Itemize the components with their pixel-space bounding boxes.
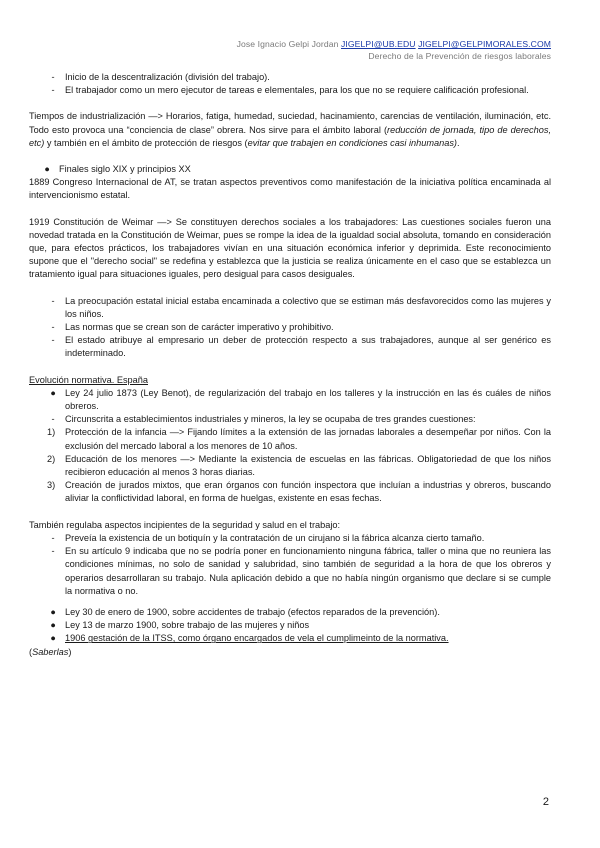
dash-marker: - <box>51 322 55 333</box>
list-item: - Las normas que se crean son de carácter imperativo y prohibitivo. <box>29 321 551 334</box>
document-body <box>29 71 551 659</box>
list-item: 2) Educación de los menores —> Mediante la existencia de escuelas en las fábricas. Obligatoriedad de que los niños recibieron educación al menos 3 horas diarias. <box>47 453 551 478</box>
dash-marker: - <box>51 335 55 346</box>
bullet-marker: ● <box>50 387 56 398</box>
header-email-link-1[interactable]: JIGELPI@UB.EDU <box>341 39 416 49</box>
dash-marker: - <box>51 532 55 543</box>
bullet-list-leyes <box>29 606 551 646</box>
bullet-marker: ● <box>44 164 50 175</box>
list-item: ● Ley 13 de marzo 1900, sobre trabajo de las mujeres y niños <box>29 619 551 632</box>
numbered-list-cuestiones <box>29 426 551 505</box>
page-number: 2 <box>542 796 549 808</box>
list-item: - El estado atribuye al empresario un deber de protección respecto a sus trabajadores, aunque al ser genérico es indeterminado. <box>29 334 551 360</box>
bullet-marker: ● <box>50 620 56 631</box>
header-author-line <box>237 38 551 50</box>
list-item: ● Ley 24 julio 1873 (Ley Benot), de regularización del trabajo en los talleres y la instrucción en las és cuáles de niños obreros. <box>29 387 551 413</box>
dash-marker: - <box>51 546 55 557</box>
dash-list-seguridad <box>29 532 551 598</box>
bullet-finales-siglo <box>29 163 551 176</box>
paragraph-1889: 1889 Congreso Internacional de AT, se tratan aspectos preventivos como manifestación de la iniciativa política encaminada al intervencionismo estatal. <box>29 177 551 201</box>
page-header <box>237 38 551 62</box>
paragraph-tambien: También regulaba aspectos incipientes de la seguridad y salud en el trabajo: <box>29 519 341 530</box>
list-item: - Inicio de la descentralización (división del trabajo). <box>29 71 551 84</box>
number-marker: 2) <box>47 453 56 464</box>
header-email-link-2[interactable]: JIGELPI@GELPIMORALES.COM <box>418 39 551 49</box>
bullet-ley-1873 <box>29 387 551 413</box>
list-item: ● Finales siglo XIX y principios XX <box>29 163 551 176</box>
dash-list-preocupacion <box>29 295 551 361</box>
list-item: - La preocupación estatal inicial estaba encaminada a colectivo que se estiman más desfavorecidos como las mujeres y los niños. <box>29 295 551 321</box>
list-item: 3) Creación de jurados mixtos, que eran órganos con función inspectora que incluían a industrias y obreros, buscando aliviar la conflictividad laboral, en forma de huelgas, existente en esas fechas. <box>47 480 551 504</box>
bullet-marker: ● <box>50 633 56 644</box>
section-title-evolucion: Evolución normativa. España <box>29 374 148 385</box>
dash-marker: - <box>51 414 55 425</box>
note-saberlas: (Saberlas) <box>29 646 72 657</box>
number-marker: 1) <box>47 427 56 438</box>
list-item: - El trabajador como un mero ejecutor de tareas e elementales, para los que no se requiere calificación profesional. <box>29 84 551 97</box>
list-item: 1) Protección de la infancia —> Fijando límites a la extensión de las jornadas laborales a desempeñar por niños. Con la exclusión del mercado laboral a los menores de 10 años. <box>47 427 551 451</box>
list-item: - Circunscrita a establecimientos industriales y mineros, la ley se ocupaba de tres grandes cuestiones: <box>29 413 551 426</box>
list-item: ● Ley 30 de enero de 1900, sobre accidentes de trabajo (efectos reparados de la prevención). <box>29 606 551 619</box>
list-item: - En su artículo 9 indicaba que no se podría poner en funcionamiento ninguna fábrica, taller o mina que no reuniera las condiciones mínimas, no solo de sanidad y salubridad, sino también de seguridad a la hora de que los obreros y operarios desarrollaran su trabajo. Nula aplicación debido a que no había ningún organismo que declare si se cumple la normativa o no. <box>29 545 551 598</box>
dash-marker: - <box>51 85 55 96</box>
header-course: Derecho de la Prevención de riesgos laborales <box>368 51 551 61</box>
bullet-marker: ● <box>50 606 56 617</box>
dash-circunscrita <box>29 413 551 426</box>
list-item: ● 1906 gestación de la ITSS, como órgano encargados de vela el cumplimeinto de la normativa. <box>29 632 551 645</box>
dash-marker: - <box>51 295 55 306</box>
header-author: Jose Ignacio Gelpi Jordan <box>236 39 339 49</box>
dash-marker: - <box>51 72 55 82</box>
paragraph-industrializacion: Tiempos de industrialización —> Horarios, fatiga, humedad, suciedad, hacinamiento, carencias de ventilación, iluminación, etc. Todo esto provoca una “conciencia de clase” obrera. Nos sirve para el ámbito laboral (reducción de jornada, tipo de derechos, etc) y también en el ámbito de protección de riesgos (evitar que trabajen en condiciones casi inhumanas). <box>29 111 551 148</box>
list-item: - Preveía la existencia de un botiquín y la contratación de un cirujano si la fábrica alcanza cierto tamaño. <box>29 532 551 545</box>
number-marker: 3) <box>47 480 56 491</box>
paragraph-1919-weimar: 1919 Constitución de Weimar —> Se constituyen derechos sociales a los trabajadores: Las cuestiones sociales fueron una novedad tratada en la Constitución de Weimar, pues se rompe la idea de la igualdad social absoluta, tomando en consideración que, para efectos prácticos, los trabajadores vivían en una situación económica inferior y deprimida. Este reconocimiento supone que el "derecho social" se redefina y establezca que la justicia se realiza únicamente en el caso que se establezca un tratamiento igual para situaciones iguales, pero desigual para casos desiguales. <box>29 216 551 280</box>
dash-list-descentralizacion <box>29 71 551 97</box>
